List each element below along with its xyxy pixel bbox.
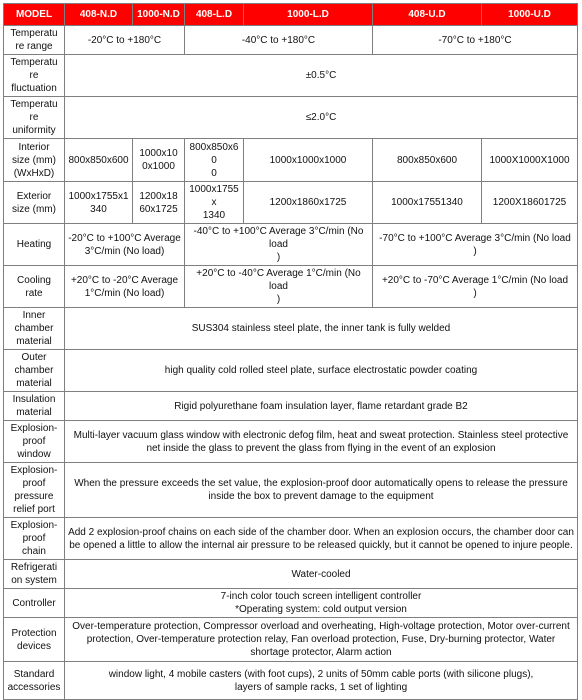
header-408-ld: 408-L.D xyxy=(185,4,244,26)
controller-value: 7-inch color touch screen intelligent controller *Operating system: cold output version xyxy=(65,589,578,618)
heating-l: -40°C to +100°C Average 3°C/min (No load ) xyxy=(185,224,373,266)
row-accessories xyxy=(4,662,578,700)
label-cooling-rate: Cooling rate xyxy=(4,266,65,308)
cooling-l: +20°C to -40°C Average 1°C/min (No load ) xyxy=(185,266,373,308)
outer-chamber-value: high quality cold rolled steel plate, surface electrostatic powder coating xyxy=(65,350,578,392)
accessories-value: window light, 4 mobile casters (with foot cups), 2 units of 50mm cable ports (with silicone plugs), layers of sample racks, 1 set of lighting xyxy=(65,662,578,700)
row-refrigeration xyxy=(4,560,578,589)
interior-1000-ud: 1000X1000X1000 xyxy=(482,139,578,182)
header-1000-nd: 1000-N.D xyxy=(133,4,185,26)
row-protection xyxy=(4,618,578,662)
header-1000-ud: 1000-U.D xyxy=(482,4,578,26)
exterior-1000-nd: 1200x18 60x1725 xyxy=(133,182,185,224)
label-explosion-chain: Explosion- proof chain xyxy=(4,518,65,560)
row-outer-chamber xyxy=(4,350,578,392)
label-refrigeration: Refrigerati on system xyxy=(4,560,65,589)
exterior-1000-ud: 1200X18601725 xyxy=(482,182,578,224)
label-exterior-size: Exterior size (mm) xyxy=(4,182,65,224)
row-cooling-rate xyxy=(4,266,578,308)
row-interior-size xyxy=(4,139,578,182)
label-protection: Protection devices xyxy=(4,618,65,662)
relief-port-value: When the pressure exceeds the set value, the explosion-proof door automatically opens to release the pressure inside the box to prevent damage to the equipment xyxy=(65,463,578,518)
row-heating xyxy=(4,224,578,266)
refrigeration-value: Water-cooled xyxy=(65,560,578,589)
label-temperature-uniformity: Temperatu re uniformity xyxy=(4,97,65,139)
interior-408-ld: 800x850x60 0 xyxy=(185,139,244,182)
label-explosion-window: Explosion- proof window xyxy=(4,421,65,463)
exterior-1000-ld: 1200x1860x1725 xyxy=(244,182,373,224)
row-insulation xyxy=(4,392,578,421)
row-inner-chamber xyxy=(4,308,578,350)
label-temperature-range: Temperatu re range xyxy=(4,26,65,55)
header-row xyxy=(4,4,578,26)
exterior-408-ld: 1000x1755x 1340 xyxy=(185,182,244,224)
row-controller xyxy=(4,589,578,618)
row-temperature-range xyxy=(4,26,578,55)
cooling-u: +20°C to -70°C Average 1°C/min (No load ) xyxy=(373,266,578,308)
row-temperature-uniformity xyxy=(4,97,578,139)
label-outer-chamber: Outer chamber material xyxy=(4,350,65,392)
label-controller: Controller xyxy=(4,589,65,618)
row-explosion-window xyxy=(4,421,578,463)
row-relief-port xyxy=(4,463,578,518)
heating-n: -20°C to +100°C Average 3°C/min (No load) xyxy=(65,224,185,266)
row-explosion-chain xyxy=(4,518,578,560)
label-temperature-fluctuation: Temperatu re fluctuation xyxy=(4,55,65,97)
temp-range-l: -40°C to +180°C xyxy=(185,26,373,55)
row-temperature-fluctuation xyxy=(4,55,578,97)
explosion-window-value: Multi-layer vacuum glass window with electronic defog film, heat and sweat protection. Stainless steel protective net inside the glass to prevent the glass from flying in the event of an explosion xyxy=(65,421,578,463)
temp-range-u: -70°C to +180°C xyxy=(373,26,578,55)
interior-408-ud: 800x850x600 xyxy=(373,139,482,182)
label-interior-size: Interior size (mm) (WxHxD) xyxy=(4,139,65,182)
explosion-chain-value: Add 2 explosion-proof chains on each side of the chamber door. When an explosion occurs, the chamber door can be opened a little to allow the internal air pressure to be released quickly, but it cannot be opened to injure people. xyxy=(65,518,578,560)
label-relief-port: Explosion- proof pressure relief port xyxy=(4,463,65,518)
header-408-ud: 408-U.D xyxy=(373,4,482,26)
interior-408-nd: 800x850x600 xyxy=(65,139,133,182)
protection-value: Over-temperature protection, Compressor overload and overheating, High-voltage protection, Motor over-current protection, Over-temperature protection relay, Fan overload protection, Fuse, Dry-burning protector, Water shortage protector, Alarm action xyxy=(65,618,578,662)
exterior-408-nd: 1000x1755x1 340 xyxy=(65,182,133,224)
heating-u: -70°C to +100°C Average 3°C/min (No load ) xyxy=(373,224,578,266)
header-1000-ld: 1000-L.D xyxy=(244,4,373,26)
label-insulation: Insulation material xyxy=(4,392,65,421)
spec-table xyxy=(3,3,578,700)
temp-uniformity-value: ≤2.0°C xyxy=(65,97,578,139)
temp-range-n: -20°C to +180°C xyxy=(65,26,185,55)
insulation-value: Rigid polyurethane foam insulation layer, flame retardant grade B2 xyxy=(65,392,578,421)
interior-1000-nd: 1000x10 0x1000 xyxy=(133,139,185,182)
temp-fluctuation-value: ±0.5°C xyxy=(65,55,578,97)
inner-chamber-value: SUS304 stainless steel plate, the inner tank is fully welded xyxy=(65,308,578,350)
header-model: MODEL xyxy=(4,4,65,26)
header-408-nd: 408-N.D xyxy=(65,4,133,26)
row-exterior-size xyxy=(4,182,578,224)
label-accessories: Standard accessories xyxy=(4,662,65,700)
label-heating: Heating xyxy=(4,224,65,266)
label-inner-chamber: Inner chamber material xyxy=(4,308,65,350)
cooling-n: +20°C to -20°C Average 1°C/min (No load) xyxy=(65,266,185,308)
exterior-408-ud: 1000x17551340 xyxy=(373,182,482,224)
interior-1000-ld: 1000x1000x1000 xyxy=(244,139,373,182)
